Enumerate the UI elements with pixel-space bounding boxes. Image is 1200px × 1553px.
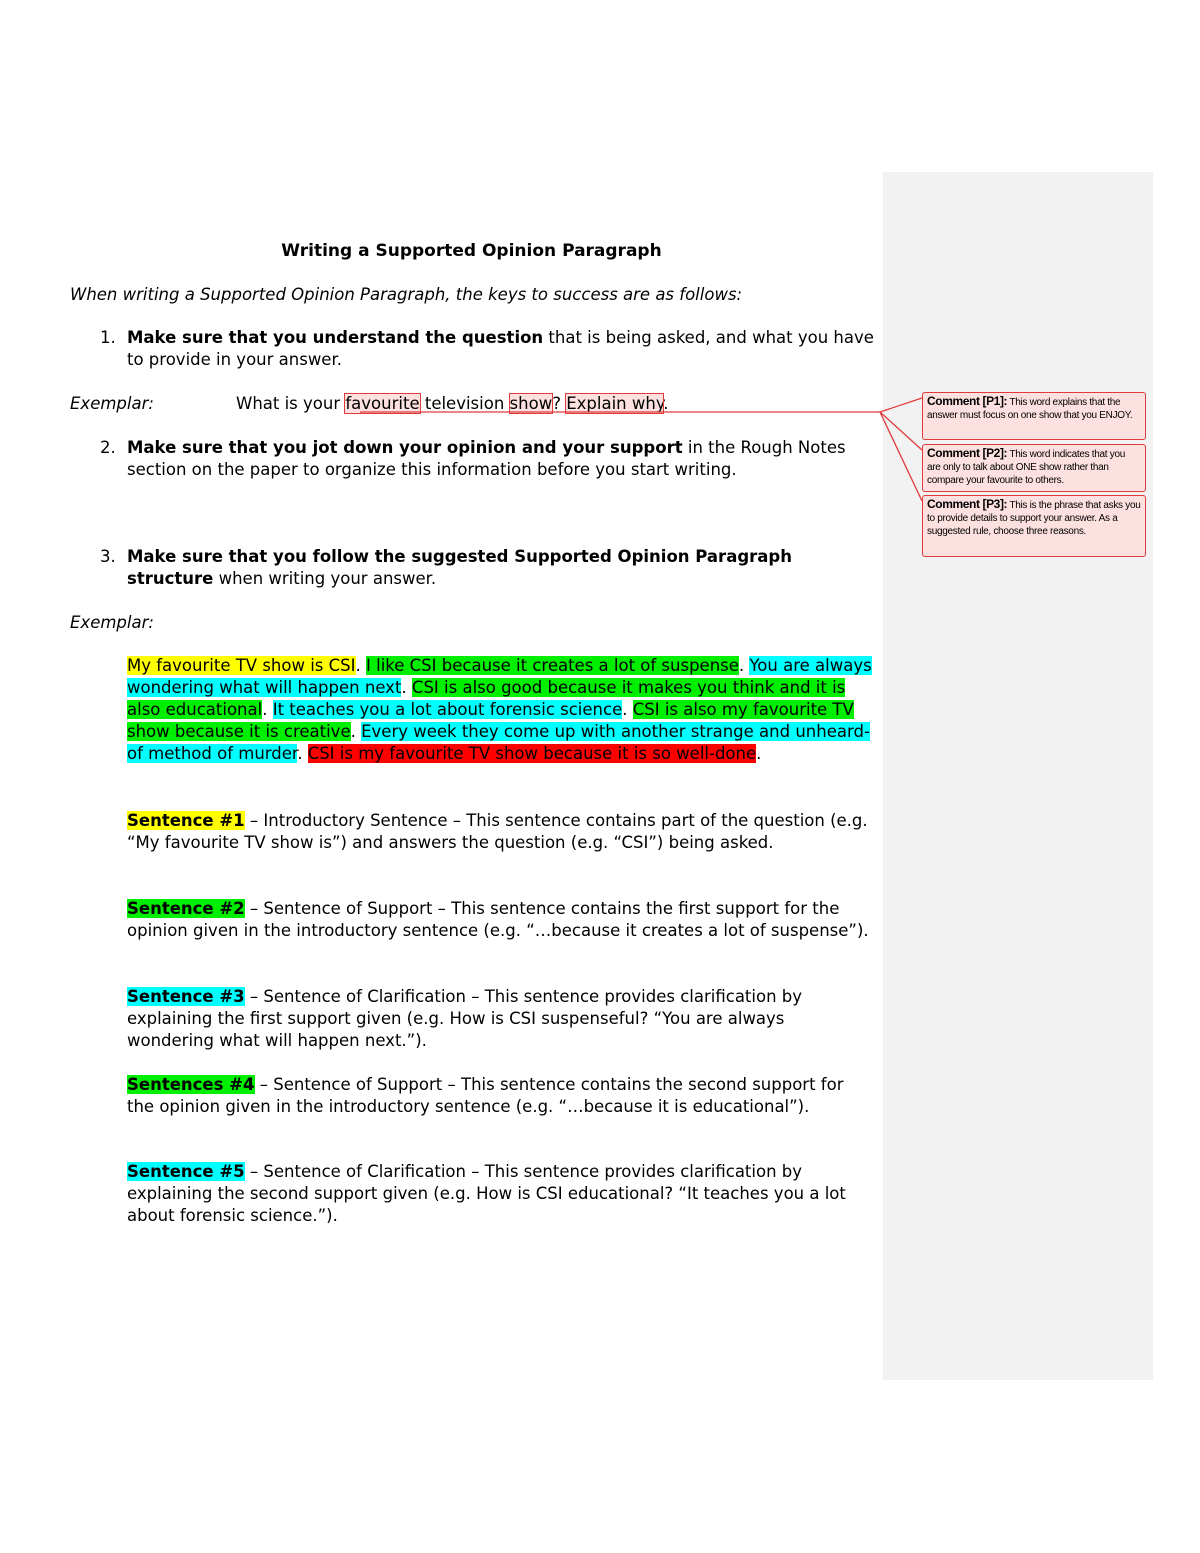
- sentence-text: – Sentence of Clarification – This sentence provides clarification by explaining the first support given (e.g. How is CSI suspenseful? “You are always wondering what will happen next.”).: [127, 987, 803, 1050]
- comment-label: Comment [P1]:: [927, 394, 1008, 408]
- comment-anchor-p2[interactable]: show: [509, 394, 553, 413]
- page-title: Writing a Supported Opinion Paragraph: [281, 241, 662, 261]
- sentence-text: – Introductory Sentence – This sentence contains part of the question (e.g. “My favourite TV show is”) and answers the question (e.g. “CSI”) being asked.: [127, 811, 868, 852]
- question-text: What is your: [236, 394, 346, 413]
- comment-balloon-p2[interactable]: [922, 444, 1146, 492]
- comment-balloon-p1[interactable]: [922, 392, 1146, 440]
- sentence-2-highlight: I like CSI because it creates a lot of suspense: [366, 656, 739, 675]
- sentence-5-highlight: It teaches you a lot about forensic science: [272, 700, 623, 719]
- sentence-7-highlight: Every week they come up with another strange and unheard-of method of murder: [127, 722, 870, 763]
- list-item-text: in the Rough Notes section on the paper to organize this information before you start writing.: [127, 438, 846, 479]
- list-item-bold: Make sure that you follow the suggested Supported Opinion Paragraph structure: [127, 547, 792, 588]
- exemplar-label: Exemplar:: [70, 613, 154, 632]
- separator: .: [738, 656, 750, 675]
- separator: .: [350, 722, 362, 741]
- comment-text: This word indicates that you are only to talk about ONE show rather than compare your favourite to others.: [927, 449, 1125, 486]
- comment-anchor-p3[interactable]: Explain why: [566, 394, 664, 413]
- list-number: 2.: [100, 438, 116, 457]
- question-text: television: [419, 394, 510, 413]
- sentence-label: Sentence #1: [127, 811, 245, 830]
- list-item-text: that is being asked, and what you have to provide in your answer.: [127, 328, 874, 369]
- comment-balloon-p3[interactable]: [922, 495, 1146, 557]
- separator: .: [297, 744, 308, 763]
- comment-anchor-p1[interactable]: favourite: [345, 394, 420, 413]
- connector-p3: [880, 412, 922, 501]
- sentence-text: – Sentence of Clarification – This sentence provides clarification by explaining the second support given (e.g. How is CSI educational? “It teaches you a lot about forensic science.”).: [127, 1162, 846, 1225]
- exemplar-label: Exemplar:: [70, 394, 154, 413]
- sentence-label: Sentence #5: [127, 1162, 245, 1181]
- list-item-bold: Make sure that you jot down your opinion and your support: [127, 438, 683, 457]
- comment-text: This is the phrase that asks you to provide details to support your answer. As a suggested rule, choose three reasons.: [927, 500, 1141, 537]
- sentence-6-highlight: CSI is also my favourite TV show because it is creative: [127, 700, 854, 741]
- separator: .: [401, 678, 412, 697]
- sentence-text: – Sentence of Support – This sentence contains the first support for the opinion given in the introductory sentence (e.g. “…because it creates a lot of suspense”).: [127, 899, 869, 940]
- comment-label: Comment [P2]:: [927, 446, 1008, 460]
- sentence-3-highlight: You are always wondering what will happen next: [127, 656, 872, 697]
- sentence-4-highlight: CSI is also good because it makes you think and it is also educational: [127, 678, 846, 719]
- sentence-text: – Sentence of Support – This sentence contains the second support for the opinion given in the introductory sentence (e.g. “…because it is educational”).: [127, 1075, 844, 1116]
- sentence-label: Sentences #4: [127, 1075, 255, 1094]
- comment-text: This word explains that the answer must focus on one show that you ENJOY.: [927, 397, 1133, 421]
- intro-text: When writing a Supported Opinion Paragraph, the keys to success are as follows:: [70, 285, 743, 304]
- separator: .: [355, 656, 367, 675]
- list-number: 1.: [100, 328, 116, 347]
- comment-label: Comment [P3]:: [927, 497, 1008, 511]
- connector-p1: [360, 398, 922, 412]
- list-number: 3.: [100, 547, 116, 566]
- separator: .: [262, 700, 273, 719]
- sentence-8-highlight: CSI is my favourite TV show because it is so well-done: [307, 744, 757, 763]
- separator: .: [622, 700, 633, 719]
- separator: .: [756, 744, 762, 763]
- sentence-label: Sentence #3: [127, 987, 245, 1006]
- question-text: ?: [552, 394, 567, 413]
- sentence-label: Sentence #2: [127, 899, 245, 918]
- list-item-bold: Make sure that you understand the question: [127, 328, 544, 347]
- connector-p2: [880, 412, 922, 450]
- sentence-1-highlight: My favourite TV show is CSI: [127, 656, 356, 675]
- question-text: .: [663, 394, 669, 413]
- list-item-text: when writing your answer.: [213, 569, 437, 588]
